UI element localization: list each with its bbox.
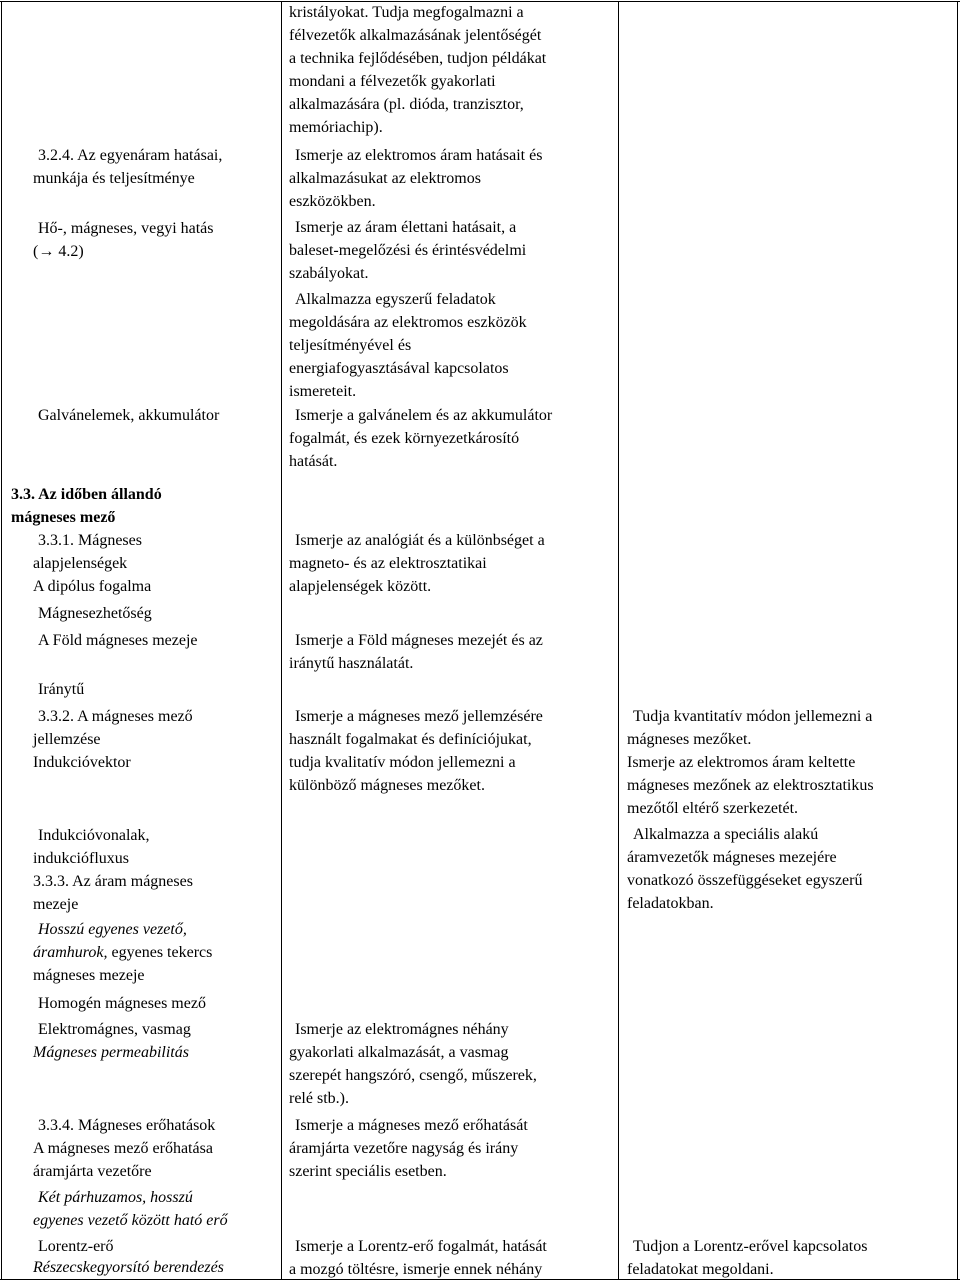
topic-two-parallel-wires: Két párhuzamos, hosszú egyenes vezető között ható erő [33,1189,228,1229]
topic-lorentz-force: Lorentz-erő [38,1238,114,1255]
topic-galvanic-cells: Galvánelemek, akkumulátor [38,407,220,424]
req-lorentz-force: Ismerje a Lorentz-erő fogalmát, hatását a mozgó töltésre, ismerje ennek néhány [289,1238,547,1278]
topic-3-3-2: 3.3.2. A mágneses mező jellemzése Indukcióvektor [33,708,193,771]
topic-3-3-1: 3.3.1. Mágneses alapjelenségek A dipólus fogalma [33,532,152,595]
topic-heat-magnetic-chemical-effect: Hő-, mágneses, vegyi hatás (→ 4.2) [33,220,214,260]
heading-3-3: 3.3. Az időben állandó mágneses mező [11,486,162,526]
topic-particle-accelerator: Részecskegyorsító berendezés [33,1259,224,1276]
table-border-left [1,1,2,1280]
column-divider-1 [281,1,282,1280]
adv-lorentz-tasks: Tudjon a Lorentz-erővel kapcsolatos feladatokat megoldani. [627,1238,868,1278]
topic-3-2-4: 3.2.4. Az egyenáram hatásai, munkája és teljesítménye [33,147,223,187]
req-physiological-effects: Ismerje az áram élettani hatásait, a baleset-megelőzési és érintésvédelmi szabályokat. [289,219,527,282]
column-divider-2 [618,1,619,1280]
req-electromagnet-applications: Ismerje az elektromágnes néhány gyakorlati alkalmazását, a vasmag szerepét hangszóró, csengő, műszerek, relé stb.). [289,1021,537,1107]
req-semiconductors: kristályokat. Tudja megfogalmazni a félvezetők alkalmazásának jelentőségét a technika fejlődésében, tudjon példákat mondani a félvezetők gyakorlati alkalmazására (pl. dióda, tranzisztor, memóriachip). [289,4,547,136]
topic-compass: Iránytű [38,681,85,698]
topic-magnetic-permeability: Mágneses permeabilitás [33,1044,189,1061]
topic-homogeneous-field: Homogén mágneses mező [38,995,206,1012]
topic-3-3-3: 3.3.3. Az áram mágneses mezeje [33,873,193,913]
adv-special-conductors: Alkalmazza a speciális alakú áramvezetők mágneses mezejére vonatkozó összefüggéseket egyszerű feladatokban. [627,826,863,912]
topic-electromagnet: Elektromágnes, vasmag [38,1021,191,1038]
req-analogy: Ismerje az analógiát és a különbséget a magneto- és az elektrosztatikai alapjelenségek között. [289,532,545,595]
req-galvanic-cells: Ismerje a galvánelem és az akkumulátor fogalmát, és ezek környezetkárosító hatását. [289,407,553,470]
req-force-on-wire: Ismerje a mágneses mező erőhatását áramjárta vezetőre nagyság és irány szerint speciális esetben. [289,1117,528,1180]
req-earth-field: Ismerje a Föld mágneses mezejét és az iránytű használatát. [289,632,543,672]
topic-3-3-4: 3.3.4. Mágneses erőhatások A mágneses mező erőhatása áramjárta vezetőre [33,1117,216,1180]
req-field-characterization: Ismerje a mágneses mező jellemzésére használt fogalmakat és definíciójukat, tudja kvalitatív módon jellemezni a különböző mágneses mezőket. [289,708,543,794]
topic-long-straight-wire: Hosszú egyenes vezető, áramhurok, egyenes tekercs mágneses mezeje [33,921,213,984]
topic-induction-lines: Indukcióvonalak, indukciófluxus [33,827,150,867]
adv-quantitative-fields: Tudja kvantitatív módon jellemezni a mágneses mezőket. Ismerje az elektromos áram keltette mágneses mezőnek az elektrosztatikus mezőtől eltérő szerkezetét. [627,708,874,817]
table-border-right [957,1,958,1280]
req-current-effects: Ismerje az elektromos áram hatásait és alkalmazásukat az elektromos eszközökben. [289,147,543,210]
topic-magnetizability: Mágnesezhetőség [38,605,152,622]
req-apply-simple-tasks: Alkalmazza egyszerű feladatok megoldására az elektromos eszközök teljesítményével és energiafogyasztásával kapcsolatos ismereteit. [289,291,527,400]
topic-earth-magnetic-field: A Föld mágneses mezeje [38,632,198,649]
